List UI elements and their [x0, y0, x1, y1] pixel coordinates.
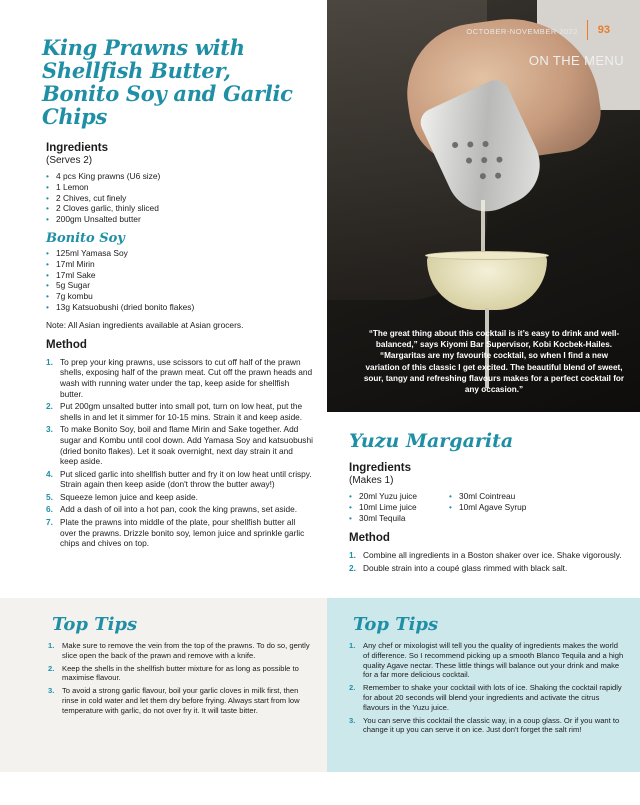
ingredients-heading: Ingredients	[46, 142, 108, 154]
glass-rim	[425, 251, 549, 260]
method-list	[349, 550, 628, 573]
list-item: • 2 Cloves garlic, thinly sliced	[46, 203, 313, 214]
cocktail-photo	[327, 0, 640, 412]
method-step: 6. Add a dash of oil into a hot pan, cook the king prawns, set aside.	[46, 504, 298, 515]
recipe-title: Yuzu Margarita	[349, 430, 514, 452]
tips-list	[48, 641, 311, 716]
tip-number: 1.	[349, 641, 356, 650]
serves-text: (Serves 2)	[46, 155, 93, 166]
list-item: • 5g Sugar	[46, 280, 313, 291]
tips-list	[349, 641, 626, 735]
method-step: 4. Put sliced garlic into shellfish butter and fry it on low heat until crispy. Strain again then keep aside (don't throw the butter away!)	[46, 468, 312, 490]
tip-item: 3. You can serve this cocktail the classic way, in a coup glass. Or if you want to change it up you can serve it on ice. Just don't forget the salt rim!	[349, 715, 620, 735]
method-step: 3. To make Bonito Soy, boil and flame Mirin and Sake together. Add sugar and Kombu until cool down. Add Yamasa Soy and katsuobushi (dried bonito flakes). Let it soak overnight, next day strain it and keep aside.	[46, 424, 313, 467]
method-list	[46, 357, 313, 549]
tip-number: 3.	[48, 686, 55, 696]
list-item: • 2 Chives, cut finely	[46, 193, 313, 204]
method-step: 2. Put 200gm unsalted butter into small pot, turn on low heat, put the shells in and let it simmer for 10-15 mins. Strain it and keep aside.	[46, 401, 303, 422]
tips-title: Top Tips	[52, 614, 138, 635]
tip-number: 2.	[349, 683, 356, 693]
step-number: 3.	[46, 424, 53, 435]
list-item: • 1 Lemon	[46, 182, 313, 193]
method-step: 7. Plate the prawns into middle of the plate, pour shellfish butter all over the prawns. Drizzle bonito soy, lemon juice and sprinkle garlic chips and chives on top.	[46, 517, 305, 549]
tips-prawns	[0, 598, 327, 772]
step-number: 6.	[46, 504, 53, 515]
method-heading: Method	[46, 338, 87, 351]
step-number: 2.	[46, 401, 53, 412]
step-number: 1.	[46, 356, 53, 367]
list-item: • 7g kombu	[46, 291, 313, 302]
tip-item: 1. Any chef or mixologist will tell you the quality of ingredients makes the world of difference. So I recommend picking up a smooth Blanco Tequila and a high quality Agave nectar. These little things will balance out your drink and make for a far more delicious cocktail.	[349, 641, 624, 680]
method-heading: Method	[349, 532, 390, 545]
tip-number: 3.	[349, 715, 356, 725]
list-item: • 17ml Mirin	[46, 259, 313, 270]
tips-margarita	[327, 598, 640, 772]
bonito-ingredients-list	[46, 248, 313, 313]
tip-item: 2. Remember to shake your cocktail with lots of ice. Shaking the cocktail rapidly for about 20 seconds will blend your ingredients and activate the citrus flavours in the Yuzu juice.	[349, 683, 622, 712]
page-number: 93	[597, 24, 610, 36]
issue-date: OCTOBER-NOVEMBER 2022	[466, 27, 578, 36]
step-number: 5.	[46, 491, 53, 502]
tip-number: 1.	[48, 641, 55, 650]
tip-item: 2. Keep the shells in the shellfish butter mixture for as long as possible to maximise flavour.	[48, 663, 299, 683]
recipe-margarita	[327, 412, 640, 598]
step-number: 4.	[46, 468, 53, 479]
list-item: • 200gm Unsalted butter	[46, 214, 313, 225]
header-divider	[587, 20, 588, 40]
makes-text: (Makes 1)	[349, 475, 394, 486]
pull-quote: “The great thing about this cocktail is it’s easy to drink and well-balanced,” says Kiyomi Bar Supervisor, Kobi Kocbek-Hailes. “Margaritas are my favourite cocktail, so when I find a new variation of this classic I get excited. The beautiful blend of sweet, sour, tangy and refreshing flavours makes for a perfect cocktail for any occasion.”	[363, 329, 625, 395]
list-item: • 30ml Tequila	[349, 513, 449, 524]
list-item: • 20ml Yuzu juice	[349, 491, 449, 502]
list-item: • 4 pcs King prawns (U6 size)	[46, 171, 313, 182]
tip-item: 1. Make sure to remove the vein from the top of the prawns. To do so, gently slice open the back of the prawn and remove with a knife.	[48, 641, 310, 660]
tips-title: Top Tips	[353, 614, 439, 635]
tip-item: 3. To avoid a strong garlic flavour, boil your garlic cloves in milk first, then rinse in cold water and let them dry before frying. Always start from low temperature with garlic, do not over fry it. It will taste bitter.	[48, 686, 300, 715]
recipe-prawns	[0, 0, 327, 598]
method-step: 1. Combine all ingredients in a Boston shaker over ice. Shake vigorously.	[349, 550, 622, 561]
method-step: 2. Double strain into a coupé glass rimmed with black salt.	[349, 562, 568, 573]
ingredients-columns	[349, 491, 628, 523]
method-step: 5. Squeeze lemon juice and keep aside.	[46, 491, 198, 502]
list-item: • 125ml Yamasa Soy	[46, 248, 313, 259]
list-item: • 10ml Lime juice	[349, 502, 449, 513]
ingredients-list	[449, 491, 549, 523]
ingredients-list	[349, 491, 449, 523]
method-step: 1. To prep your king prawns, use scissors to cut off half of the prawn shells, exposing half of the prawn meat. Cut off the prawn heads and wash with running water under the tap, keep aside for shellfish butter.	[46, 356, 313, 399]
tip-number: 2.	[48, 663, 55, 673]
ingredients-note: Note: All Asian ingredients available at Asian grocers.	[46, 319, 244, 330]
bonito-soy-heading: Bonito Soy	[46, 230, 125, 246]
ingredients-heading: Ingredients	[349, 462, 411, 474]
list-item: • 10ml Agave Syrup	[449, 502, 549, 513]
step-number: 7.	[46, 517, 53, 528]
list-item: • 13g Katsuobushi (dried bonito flakes)	[46, 302, 313, 313]
step-number: 2.	[349, 562, 356, 573]
page-footer	[0, 772, 640, 805]
list-item: • 17ml Sake	[46, 270, 313, 281]
list-item: • 30ml Cointreau	[449, 491, 549, 502]
ingredients-list	[46, 171, 313, 225]
section-title: ON THE MENU	[528, 53, 624, 68]
step-number: 1.	[349, 550, 356, 561]
recipe-title: King Prawns with Shellfish Butter, Bonito Soy and Garlic Chips	[42, 35, 293, 129]
